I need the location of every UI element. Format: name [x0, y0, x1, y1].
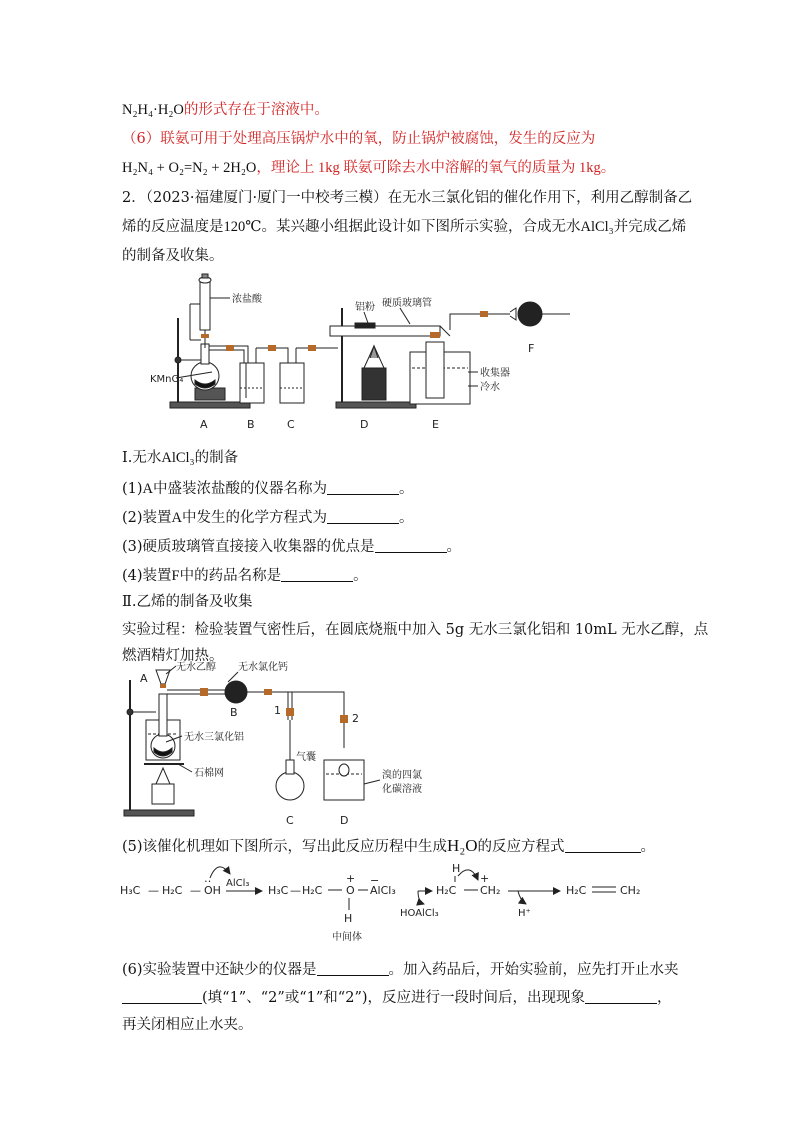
- q2-letter: A: [171, 510, 183, 526]
- answer-blank-6c[interactable]: [585, 989, 657, 1004]
- q2-end: 。: [399, 510, 414, 526]
- q1-mid: 中盛装浓盐酸的仪器名称为: [153, 481, 328, 497]
- q3-end: 。: [446, 539, 462, 555]
- label-kmno4: KMnO₄: [150, 374, 184, 385]
- text-state: 的形式存在于溶液中。: [183, 102, 329, 118]
- mech-o: O: [346, 884, 355, 897]
- line-reaction: [122, 158, 615, 178]
- caption-E: E: [432, 418, 439, 431]
- question-2: [122, 508, 414, 528]
- q2-line2-post: 并完成乙烯: [613, 219, 687, 235]
- label-al-powder: 铝粉: [355, 302, 375, 313]
- q2-line2-pre: 烯的反应温度是: [122, 219, 224, 235]
- q4-end: 。: [353, 568, 368, 584]
- answer-blank-2[interactable]: [327, 509, 399, 524]
- formula-reaction: H₂N₄ + O₂=N₂ + 2H₂O: [122, 160, 257, 176]
- label-alcl3: 无水三氯化铝: [184, 732, 244, 743]
- mech-plus-c: +: [480, 872, 490, 885]
- label-collector: 收集器: [480, 368, 510, 379]
- formula-n2h4-h2o: N₂H₄·H₂O: [122, 102, 184, 118]
- q1-pre: (1): [122, 481, 143, 497]
- answer-blank-3[interactable]: [375, 538, 447, 553]
- formula-h2o: H₂O: [447, 836, 478, 855]
- caption-B2: B: [230, 706, 238, 719]
- mech-hplus: H⁺: [518, 908, 531, 919]
- question-4: [122, 566, 368, 586]
- q4-letter: F: [171, 568, 180, 584]
- q4-mid: 中的药品名称是: [179, 568, 282, 584]
- q1-letter: A: [142, 481, 154, 497]
- answer-blank-6b[interactable]: [122, 989, 202, 1004]
- q6-post: 。加入药品后，开始实验前，应先打开止水夹: [388, 962, 679, 978]
- mech-dash-2: —: [190, 884, 201, 897]
- mech-h3c: H₃C: [120, 884, 141, 897]
- mech-h2c: H₂C: [162, 884, 183, 897]
- mech-h2c-2: H₂C: [302, 884, 323, 897]
- caption-D2: D: [340, 814, 349, 827]
- text-reaction-result: ，理论上 1kg 联氨可除去水中溶解的氧气的质量为 1kg。: [256, 160, 616, 176]
- question-6-line1: [122, 960, 679, 980]
- label-bromine-1: 溴的四氯: [382, 770, 422, 781]
- answer-blank-1[interactable]: [327, 480, 399, 495]
- q5-post: 的反应方程式: [477, 839, 565, 855]
- mech-h3c-2: H₃C: [268, 884, 289, 897]
- section-1-pre: Ⅰ.无水: [122, 450, 162, 466]
- label-bromine-2: 化碳溶液: [382, 784, 422, 795]
- caption-B: B: [247, 418, 255, 431]
- q2-line2-mid: 。某兴趣小组据此设计如下图所示实验，合成无水: [261, 219, 581, 235]
- mech-h2c-product: H₂C: [566, 884, 587, 897]
- mech-ch2-product: CH₂: [620, 884, 641, 897]
- answer-blank-4[interactable]: [281, 567, 353, 582]
- mech-h2c-3: H₂C: [436, 884, 457, 897]
- caption-F: F: [528, 342, 535, 355]
- q5-pre: (5)该催化机理如下图所示，写出此反应历程中生成: [122, 839, 448, 855]
- q2-line3: 的制备及收集。: [122, 248, 224, 264]
- mech-h-top: H: [452, 862, 461, 875]
- procedure-line1: 实验过程：检验装置气密性后，在圆底烧瓶中加入 5g 无水三氯化铝和 10mL 无水乙醇，点: [122, 622, 709, 638]
- caption-D: D: [360, 418, 369, 431]
- q2-line1: 2．（2023·福建厦门·厦门一中校考三模）在无水三氯化铝的催化作用下，利用乙醇制备乙: [122, 190, 693, 206]
- caption-A2: A: [140, 672, 148, 685]
- caption-A: A: [200, 418, 208, 431]
- label-cold-water: 冷水: [480, 382, 500, 393]
- label-ethanol: 无水乙醇: [176, 662, 216, 673]
- caption-C2: C: [286, 814, 294, 827]
- mech-intermediate: 中间体: [332, 932, 362, 943]
- question-1: [122, 479, 414, 499]
- formula-alcl3-2: AlCl₃: [161, 450, 195, 466]
- q6-pre: (6)实验装置中还缺少的仪器是: [122, 962, 317, 978]
- mechanism-diagram: [118, 858, 658, 944]
- section-2-title: Ⅱ.乙烯的制备及收集: [122, 594, 253, 610]
- q2-line2: [122, 217, 686, 237]
- q1-end: 。: [399, 481, 414, 497]
- mech-ch2: CH₂: [480, 884, 501, 897]
- reaction-temperature: 120℃: [223, 219, 262, 235]
- line-reaction-intro: （6）联氨可用于处理高压锅炉水中的氧，防止锅炉被腐蚀，发生的反应为: [122, 131, 596, 147]
- formula-alcl3: AlCl₃: [580, 219, 614, 235]
- question-6-line2: [122, 988, 672, 1008]
- mech-lone-pair: ‥: [204, 872, 212, 885]
- q5-end: 。: [640, 839, 656, 855]
- mech-alcl3-reagent: AlCl₃: [226, 878, 250, 889]
- q6-end: ，: [657, 990, 672, 1006]
- section-1-title: [122, 448, 238, 468]
- q6-mid: (填“1”、“2”或“1”和“2”)，反应进行一段时间后，出现现象: [202, 990, 586, 1006]
- procedure-line2: 燃酒精灯加热。: [122, 648, 224, 664]
- label-clamp-1: 1: [274, 704, 281, 717]
- mech-h: H: [344, 912, 353, 925]
- mech-dash-1: —: [148, 884, 159, 897]
- question-5: [122, 836, 655, 857]
- label-clamp-2: 2: [352, 712, 359, 725]
- label-conc-hcl: 浓盐酸: [232, 294, 262, 305]
- section-1-post: 的制备: [194, 450, 239, 466]
- apparatus-figure-2: [118, 660, 448, 830]
- label-gauze: 石棉网: [194, 768, 224, 779]
- question-6-line3: 再关闭相应止水夹。: [122, 1017, 253, 1033]
- label-balloon: 气囊: [296, 752, 316, 763]
- q2-mid: 中发生的化学方程式为: [182, 510, 328, 526]
- mech-hoalcl3: HOAlCl₃: [400, 908, 439, 919]
- mech-alcl3-bound: AlCl₃: [370, 884, 396, 897]
- mech-plus-o: +: [346, 872, 356, 885]
- q2-pre: (2)装置: [122, 510, 172, 526]
- mech-dash-3: —: [290, 884, 301, 897]
- caption-C: C: [287, 418, 295, 431]
- mech-oh: OH: [204, 884, 221, 897]
- label-cacl2: 无水氯化钙: [238, 662, 288, 673]
- mech-minus-al: −: [370, 874, 380, 887]
- answer-blank-6a[interactable]: [317, 961, 389, 976]
- answer-blank-5[interactable]: [565, 838, 641, 853]
- line-formula-state: [122, 100, 329, 120]
- q3-text: (3)硬质玻璃管直接接入收集器的优点是: [122, 539, 375, 555]
- question-3: [122, 537, 461, 557]
- q4-pre: (4)装置: [122, 568, 172, 584]
- apparatus-figure-1: [150, 268, 590, 438]
- label-hard-tube: 硬质玻璃管: [382, 298, 432, 309]
